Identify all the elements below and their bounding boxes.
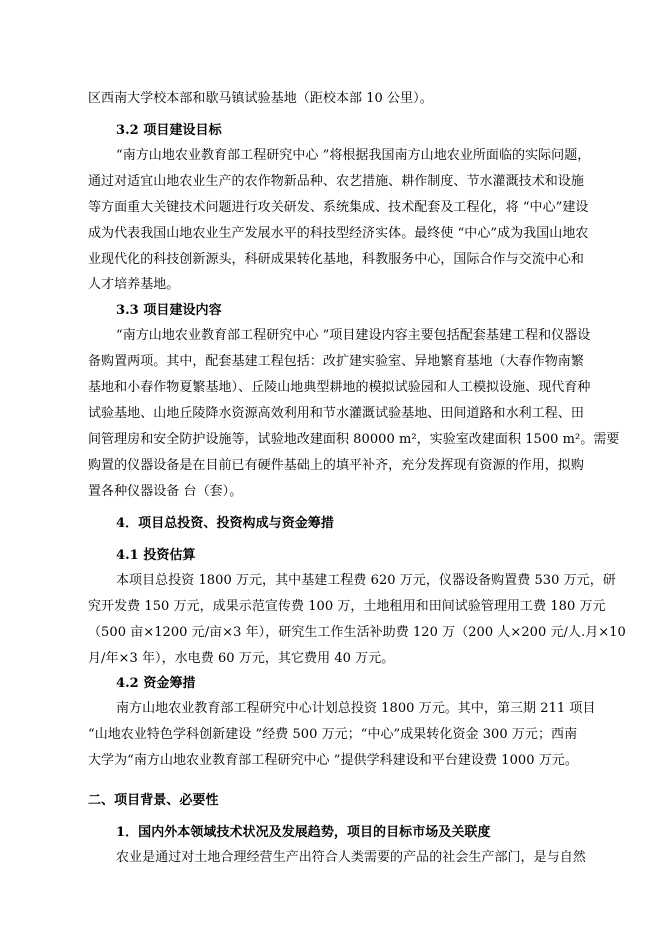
text-line-16: 置各种仪器设备 台（套）。: [88, 484, 243, 499]
text-line-24: 南方山地农业教育部工程研究中心计划总投资 1800 万元。其中，第三期 211 项目: [116, 701, 596, 716]
text-line-26: 大学为“南方山地农业教育部工程研究中心 ”提供学科建设和平台建设费 1000 万元。: [88, 753, 578, 768]
text-line-5: 等方面重大关键技术问题进行攻关研发、系统集成、技术配套及工程化，将 “中心”建设: [88, 200, 589, 215]
section-heading-3-3: 3.3 项目建设内容: [116, 303, 222, 318]
text-line-20: 究开发费 150 万元，成果示范宣传费 100 万，土地租用和田间试验管理用工费 180 万元: [88, 599, 606, 614]
text-line-12: 基地和小春作物夏繁基地）、丘陵山地典型耕地的模拟试验园和人工模拟设施、现代育种: [88, 380, 591, 395]
section-heading-2: 二、项目背景、必要性: [88, 793, 219, 808]
text-line-25: “山地农业特色学科创新建设 ”经费 500 万元；“中心”成果转化资金 300 万元；西南: [88, 727, 578, 742]
text-line-29: 农业是通过对土地合理经营生产出符合人类需要的产品的社会生产部门，是与自然: [116, 850, 586, 865]
section-heading-3-2: 3.2 项目建设目标: [116, 123, 222, 138]
text-line-8: 人才培养基地。: [88, 277, 180, 292]
text-line-14: 间管理房和安全防护设施等，试验地改建面积 80000 m²，实验室改建面积 1500 m²。需要: [88, 432, 620, 447]
text-line-21: （500 亩×1200 元/亩×3 年），研究生工作生活补助费 120 万（200 人×200 元/人.月×10: [88, 625, 626, 640]
text-line-19: 本项目总投资 1800 万元，其中基建工程费 620 万元，仪器设备购置费 530 万元，研: [116, 573, 616, 588]
section-heading-1: 1．国内外本领域技术状况及发展趋势，项目的目标市场及关联度: [116, 825, 491, 840]
text-line-7: 业现代化的科技创新源头，科研成果转化基地，科教服务中心，国际合作与交流中心和: [88, 252, 584, 267]
text-line-15: 购置的仪器设备是在目前已有硬件基础上的填平补齐，充分发挥现有资源的作用，拟购: [88, 458, 584, 473]
text-line-11: 备购置两项。其中，配套基建工程包括：改扩建实验室、异地繁育基地（大春作物南繁: [88, 354, 584, 369]
text-line-4: 通过对适宜山地农业生产的农作物新品种、农艺措施、耕作制度、节水灌溉技术和设施: [88, 174, 584, 189]
text-line-10: “南方山地农业教育部工程研究中心 ”项目建设内容主要包括配套基建工程和仪器设: [116, 328, 591, 343]
section-heading-4-1: 4.1 投资估算: [116, 548, 196, 563]
text-line-6: 成为代表我国山地农业生产发展水平的科技型经济实体。最终使 “中心”成为我国山地农: [88, 226, 589, 241]
section-heading-4: 4．项目总投资、投资构成与资金筹措: [116, 516, 334, 531]
text-line-22: 月/年×3 年），水电费 60 万元，其它费用 40 万元。: [88, 651, 395, 666]
text-line-1: 区西南大学校本部和歇马镇试验基地（距校本部 10 公里）。: [88, 91, 433, 106]
text-line-13: 试验基地、山地丘陵降水资源高效利用和节水灌溉试验基地、田间道路和水利工程、田: [88, 406, 584, 421]
text-line-3: “南方山地农业教育部工程研究中心 ”将根据我国南方山地农业所面临的实际问题，: [116, 148, 591, 163]
section-heading-4-2: 4.2 资金筹措: [116, 676, 196, 691]
